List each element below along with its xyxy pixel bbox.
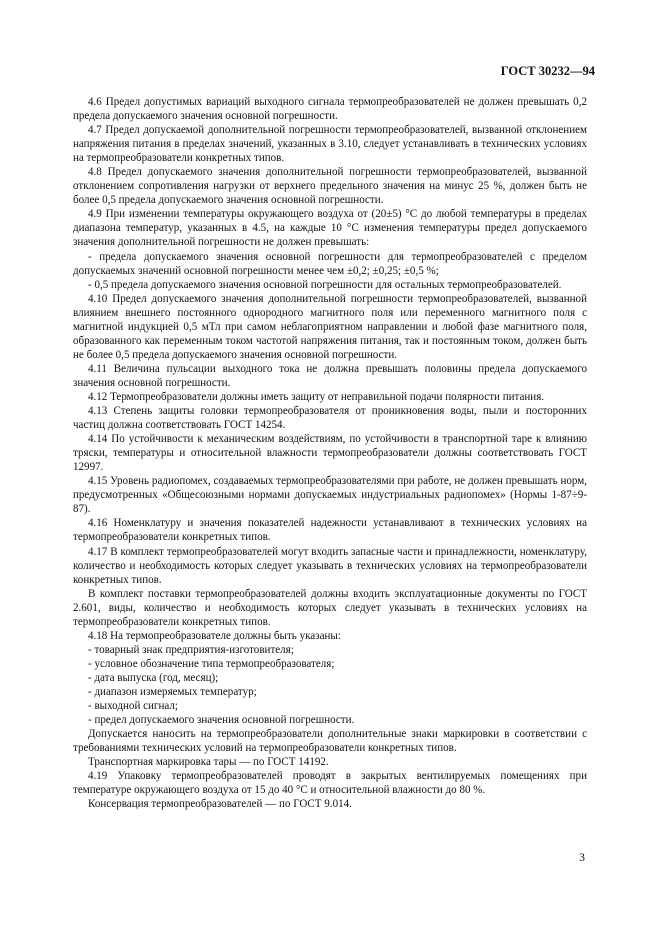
list-item: - предел допускаемого значения основной погрешности. [88, 714, 355, 727]
document-body [73, 95, 587, 811]
document-header: ГОСТ 30232—94 [500, 64, 595, 78]
paragraph-4-13: 4.13 Степень защиты головки термопреобразователя от проникновения воды, пыли и посторонних частиц должна соответствовать ГОСТ 14254. [73, 405, 587, 432]
page-number: 3 [579, 850, 585, 864]
paragraph-4-8: 4.8 Предел допускаемого значения дополнительной погрешности термопреобразователей, вызванной отклонением сопротивления нагрузки от верхнего предельного значения на минус 25 %, должен быть не более 0,5 предела допускаемого значения основной погрешности. [73, 166, 587, 207]
list-item: - выходной сигнал; [88, 700, 178, 713]
paragraph-4-15: 4.15 Уровень радиопомех, создаваемых термопреобразователями при работе, не должен превышать норм, предусмотренных «Общесоюзными нормами допускаемых индустриальных радиопомех» (Нормы 1-87÷9-87). [73, 475, 587, 516]
list-item: - дата выпуска (год, месяц); [88, 671, 219, 684]
paragraph-4-17: 4.17 В комплект термопреобразователей могут входить запасные части и принадлежности, номенклатуру, количество и необходимость которых следует указывать в технических условиях на термопреобразователи конкретных типов. [73, 545, 587, 586]
paragraph-4-10: 4.10 Предел допускаемого значения дополнительной погрешности термопреобразователей, вызванной влиянием внешнего постоянного однородного магнитного поля или переменного магнитного поля с магнитной индукцией 0,5 мТл при самом неблагоприятном направлении и любой фазе магнитного поля, образованного как переменным током частотой напряжения питания, так и постоянным током, должен быть не более 0,5 предела допускаемого значения основной погрешности. [73, 292, 587, 361]
list-item: - предела допускаемого значения основной погрешности для термопреобразователей с пределом допускаемых значений основной погрешности менее чем ±0,2; ±0,25; ±0,5 %; [73, 250, 587, 277]
paragraph-4-19: 4.19 Упаковку термопреобразователей проводят в закрытых вентилируемых помещениях при температуре окружающего воздуха от 15 до 40 °С и относительной влажности до 80 %. [73, 770, 587, 797]
list-item: - условное обозначение типа термопреобразователя; [88, 657, 335, 670]
paragraph-4-6: 4.6 Предел допустимых вариаций выходного сигнала термопреобразователей не должен превышать 0,2 предела допускаемого значения основной погрешности. [73, 96, 587, 123]
paragraph: Допускается наносить на термопреобразователи дополнительные знаки маркировки в соответствии с требованиями технических условий на термопреобразователи конкретных типов. [73, 728, 587, 755]
list-item: - 0,5 предела допускаемого значения основной погрешности для остальных термопреобразователей. [88, 278, 562, 291]
list-item: - диапазон измеряемых температур; [88, 685, 257, 698]
paragraph-4-9: 4.9 При изменении температуры окружающего воздуха от (20±5) °С до любой температуры в пределах диапазона температур, указанных в 4.5, на каждые 10 °С изменения температуры предел допускаемого значения дополнительной погрешности не должен превышать: [73, 208, 587, 249]
paragraph-4-16: 4.16 Номенклатуру и значения показателей надежности устанавливают в технических условиях на термопреобразователи конкретных типов. [73, 517, 587, 544]
paragraph-4-12: 4.12 Термопреобразователи должны иметь защиту от неправильной подачи полярности питания. [88, 390, 545, 403]
paragraph: Консервация термопреобразователей — по ГОСТ 9.014. [88, 798, 352, 811]
paragraph: Транспортная маркировка тары — по ГОСТ 14192. [88, 756, 329, 769]
paragraph-4-11: 4.11 Величина пульсации выходного тока не должна превышать половины предела допускаемого значения основной погрешности. [73, 362, 587, 389]
paragraph-4-7: 4.7 Предел допускаемой дополнительной погрешности термопреобразователей, вызванной отклонением напряжения питания в пределах значений, указанных в 3.10, следует устанавливать в технических условиях на термопреобразователи конкретных типов. [73, 124, 587, 165]
list-item: - товарный знак предприятия-изготовителя; [88, 643, 294, 656]
paragraph-4-18: 4.18 На термопреобразователе должны быть указаны: [88, 629, 341, 642]
paragraph: В комплект поставки термопреобразователей должны входить эксплуатационные документы по ГОСТ 2.601, виды, количество и необходимость которых следует указывать в технических условиях на термопреобразователи конкретных типов. [73, 587, 587, 628]
paragraph-4-14: 4.14 По устойчивости к механическим воздействиям, по устойчивости в транспортной таре к влиянию тряски, температуры и относительной влажности термопреобразователи должны соответствовать ГОСТ 12997. [73, 433, 587, 474]
